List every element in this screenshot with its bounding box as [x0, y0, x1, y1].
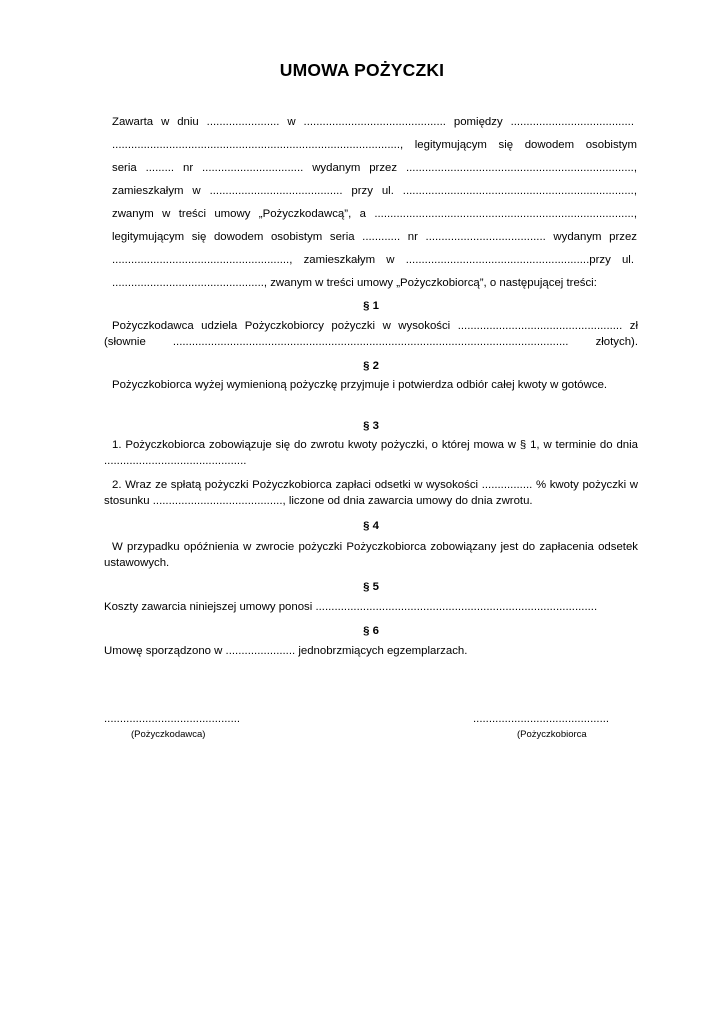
intro-line-2: ..........................................................................................., legitymującym się dowodem osobistym [112, 139, 637, 151]
section-3-item-1: 1. Pożyczkobiorca zobowiązuje się do zwrotu kwoty pożyczki, o której mowa w § 1, w terminie do dnia ............................................. [104, 439, 638, 467]
section-1-line-1: Pożyczkodawca udziela Pożyczkobiorcy pożyczki w wysokości .................................................... zł [112, 320, 638, 332]
lender-signature-label: (Pożyczkodawca) [131, 729, 206, 740]
section-3-item-2: 2. Wraz ze spłatą pożyczki Pożyczkobiorca zapłaci odsetki w wysokości ................ % kwoty pożyczki w stosunku ........................................., liczone od dnia zawarcia umowy do dnia zwrotu. [104, 479, 638, 507]
lender-signature-line: ........................................... [104, 713, 241, 725]
intro-line-4: zamieszkałym w .......................................... przy ul. ........................................................................., [112, 185, 637, 197]
intro-line-1: Zawarta w dniu ....................... w ............................................. pomiędzy ....................................... [112, 116, 634, 128]
section-6-heading: § 6 [363, 625, 379, 637]
section-1-line-2: (słownie ............................................................................................................................. złotych). [104, 336, 638, 348]
section-4-heading: § 4 [363, 520, 379, 532]
section-5-heading: § 5 [363, 581, 379, 593]
section-3-heading: § 3 [363, 420, 379, 432]
section-2-text: Pożyczkobiorca wyżej wymienioną pożyczkę przyjmuje i potwierdza odbiór całej kwoty w gotówce. [112, 379, 608, 391]
intro-line-5: zwanym w treści umowy „Pożyczkodawcą”, a .................................................................................., [112, 208, 637, 220]
section-6-text: Umowę sporządzono w ...................... jednobrzmiących egzemplarzach. [104, 645, 468, 657]
section-5-text: Koszty zawarcia niniejszej umowy ponosi ......................................................................................... [104, 601, 598, 613]
section-1-heading: § 1 [363, 300, 379, 312]
intro-line-3: seria ......... nr ................................ wydanym przez ........................................................................, [112, 162, 637, 174]
intro-line-8: ................................................, zwanym w treści umowy „Pożyczkobiorcą”, o następującej treści: [112, 277, 597, 289]
section-2-heading: § 2 [363, 360, 379, 372]
section-4-text: W przypadku opóźnienia w zwrocie pożyczki Pożyczkobiorca zobowiązany jest do zapłacenia odsetek ustawowych. [104, 541, 638, 569]
borrower-signature-label: (Pożyczkobiorca [517, 729, 587, 740]
intro-line-7: ........................................................, zamieszkałym w ..........................................................przy ul. [112, 254, 634, 266]
borrower-signature-line: ........................................... [473, 713, 610, 725]
document-title: UMOWA POŻYCZKI [279, 60, 445, 80]
intro-line-6: legitymującym się dowodem osobistym seria ............ nr ...................................... wydanym przez [112, 231, 637, 243]
